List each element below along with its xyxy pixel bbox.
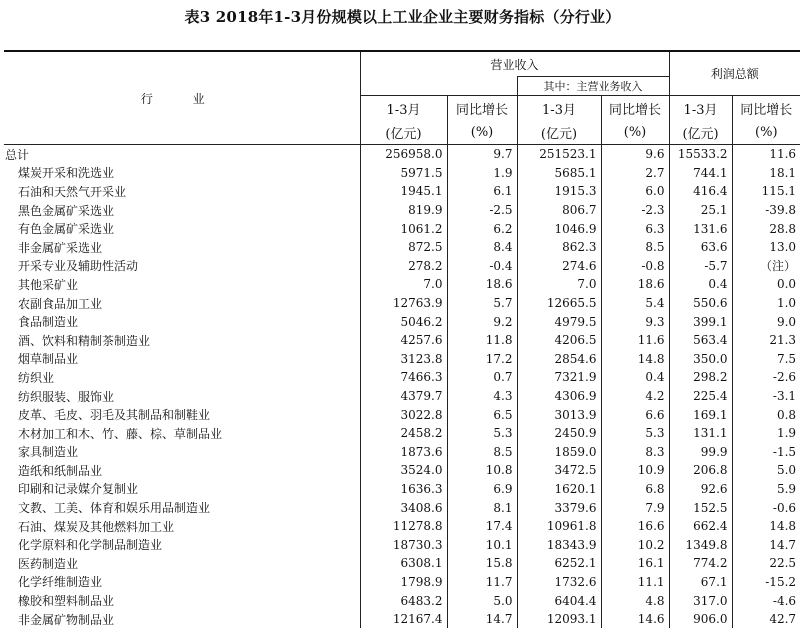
- main-revenue-growth-cell: 6.6: [601, 405, 669, 424]
- table-row: [4, 331, 800, 350]
- revenue-growth-cell: 4.3: [447, 387, 517, 406]
- profit-cell: 63.6: [669, 238, 732, 257]
- industry-name-cell: 非金属矿物制品业: [18, 612, 115, 627]
- revenue-growth-cell: 0.7: [447, 368, 517, 387]
- industry-name-cell: 橡胶和塑料制品业: [18, 594, 115, 609]
- profit-period-header: 1-3月: [669, 96, 732, 121]
- revenue-growth-cell: 9.2: [447, 312, 517, 331]
- profit-growth-cell: 1.9: [732, 424, 800, 443]
- industry-name-cell: 酒、饮料和精制茶制造业: [18, 333, 151, 348]
- main-revenue-growth-cell: 11.6: [601, 331, 669, 350]
- industry-name-cell: 黑色金属矿采选业: [18, 203, 115, 218]
- industry-name-cell: 化学原料和化学制品制造业: [18, 538, 163, 553]
- table-row: [4, 498, 800, 517]
- revenue-cell: 12763.9: [360, 294, 447, 313]
- main-revenue-growth-cell: 5.3: [601, 424, 669, 443]
- industry-name-cell: 印刷和记录媒介复制业: [18, 482, 139, 497]
- revenue-cell: 3408.6: [360, 498, 447, 517]
- industry-name-cell: 家具制造业: [18, 445, 79, 460]
- main-revenue-cell: 1859.0: [517, 443, 601, 462]
- table-row: [4, 405, 800, 424]
- industry-name-cell: 化学纤维制造业: [18, 575, 103, 590]
- industry-name-cell: 石油、煤炭及其他燃料加工业: [18, 519, 175, 534]
- industry-name-cell: 农副食品加工业: [18, 296, 103, 311]
- profit-growth-cell: 7.5: [732, 350, 800, 369]
- revenue-cell: 278.2: [360, 257, 447, 276]
- table-title: 表3 2018年1-3月份规模以上工业企业主要财务指标（分行业）: [184, 8, 621, 26]
- revenue-growth-cell: 8.5: [447, 443, 517, 462]
- table-row: [4, 517, 800, 536]
- table-row: [4, 573, 800, 592]
- industry-name-cell: 有色金属矿采选业: [18, 222, 115, 237]
- profit-cell: 67.1: [669, 573, 732, 592]
- revenue-growth-cell: 11.7: [447, 573, 517, 592]
- profit-growth-cell: 22.5: [732, 554, 800, 573]
- profit-cell: 662.4: [669, 517, 732, 536]
- profit-growth-header: 同比增长: [732, 96, 800, 121]
- profit-cell: 1349.8: [669, 535, 732, 554]
- main-revenue-growth-cell: 8.5: [601, 238, 669, 257]
- profit-growth-cell: 14.8: [732, 517, 800, 536]
- revenue-cell: 1636.3: [360, 480, 447, 499]
- revenue-cell: 1873.6: [360, 443, 447, 462]
- main-revenue-growth-cell: 8.3: [601, 443, 669, 462]
- main-revenue-growth-cell: 5.4: [601, 294, 669, 313]
- revenue-growth-header: 同比增长: [447, 96, 517, 121]
- revenue-period-header: 1-3月: [360, 96, 447, 121]
- profit-growth-cell: 18.1: [732, 164, 800, 183]
- main-revenue-growth-cell: -2.3: [601, 201, 669, 220]
- revenue-header: 营业收入: [360, 51, 669, 77]
- main-revenue-cell: 1046.9: [517, 219, 601, 238]
- main-revenue-cell: 2450.9: [517, 424, 601, 443]
- revenue-cell: 6483.2: [360, 591, 447, 610]
- profit-cell: 206.8: [669, 461, 732, 480]
- revenue-growth-cell: 5.7: [447, 294, 517, 313]
- industry-name-cell: 皮革、毛皮、羽毛及其制品和制鞋业: [18, 408, 211, 423]
- main-revenue-cell: 4206.5: [517, 331, 601, 350]
- main-revenue-cell: 10961.8: [517, 517, 601, 536]
- profit-growth-cell: 21.3: [732, 331, 800, 350]
- industry-name-cell: 造纸和纸制品业: [18, 463, 103, 478]
- profit-growth-cell: -39.8: [732, 201, 800, 220]
- industry-name-cell: 煤炭开采和洗选业: [18, 166, 115, 181]
- table-row: [4, 610, 800, 629]
- profit-cell: 131.1: [669, 424, 732, 443]
- revenue-cell: 3022.8: [360, 405, 447, 424]
- main-revenue-cell: 274.6: [517, 257, 601, 276]
- profit-growth-cell: 9.0: [732, 312, 800, 331]
- profit-cell: -5.7: [669, 257, 732, 276]
- revenue-cell: 872.5: [360, 238, 447, 257]
- main-revenue-period-header: 1-3月: [517, 96, 601, 121]
- main-revenue-cell: 12093.1: [517, 610, 601, 629]
- profit-growth-cell: 13.0: [732, 238, 800, 257]
- main-revenue-cell: 7.0: [517, 275, 601, 294]
- revenue-cell: 819.9: [360, 201, 447, 220]
- main-revenue-growth-cell: -0.8: [601, 257, 669, 276]
- table-row: [4, 424, 800, 443]
- main-revenue-cell: 3472.5: [517, 461, 601, 480]
- revenue-growth-cell: 1.9: [447, 164, 517, 183]
- main-revenue-cell: 1915.3: [517, 182, 601, 201]
- main-revenue-cell: 862.3: [517, 238, 601, 257]
- profit-growth-cell: -2.6: [732, 368, 800, 387]
- revenue-cell: 18730.3: [360, 535, 447, 554]
- revenue-growth-cell: 18.6: [447, 275, 517, 294]
- revenue-cell: 4257.6: [360, 331, 447, 350]
- profit-cell: 744.1: [669, 164, 732, 183]
- profit-cell: 0.4: [669, 275, 732, 294]
- profit-cell: 152.5: [669, 498, 732, 517]
- main-revenue-unit-header: (亿元): [517, 120, 601, 145]
- profit-growth-cell: -0.6: [732, 498, 800, 517]
- profit-cell: 906.0: [669, 610, 732, 629]
- table-row: [4, 368, 800, 387]
- main-revenue-cell: 6404.4: [517, 591, 601, 610]
- main-revenue-cell: 251523.1: [517, 145, 601, 164]
- main-revenue-cell: 6252.1: [517, 554, 601, 573]
- profit-cell: 15533.2: [669, 145, 732, 164]
- industry-name-cell: 石油和天然气开采业: [18, 184, 127, 199]
- main-revenue-header: 其中：主营业务收入: [517, 77, 669, 96]
- table-row: [4, 591, 800, 610]
- revenue-unit-header: (亿元): [360, 120, 447, 145]
- main-revenue-growth-cell: 10.2: [601, 535, 669, 554]
- profit-unit-header: (亿元): [669, 120, 732, 145]
- revenue-cell: 1798.9: [360, 573, 447, 592]
- revenue-growth-cell: 11.8: [447, 331, 517, 350]
- revenue-growth-cell: 6.9: [447, 480, 517, 499]
- table-row: [4, 443, 800, 462]
- revenue-growth-cell: 17.2: [447, 350, 517, 369]
- table-row: [4, 164, 800, 183]
- main-revenue-growth-cell: 14.8: [601, 350, 669, 369]
- profit-growth-cell: 28.8: [732, 219, 800, 238]
- main-revenue-cell: 2854.6: [517, 350, 601, 369]
- revenue-cell: 3123.8: [360, 350, 447, 369]
- industry-name-cell: 烟草制品业: [18, 352, 79, 367]
- revenue-growth-unit-header: (%): [447, 120, 517, 145]
- industry-name-cell: 文教、工美、体育和娱乐用品制造业: [18, 501, 211, 516]
- profit-cell: 774.2: [669, 554, 732, 573]
- main-revenue-cell: 806.7: [517, 201, 601, 220]
- revenue-cell: 4379.7: [360, 387, 447, 406]
- profit-cell: 25.1: [669, 201, 732, 220]
- revenue-cell: 256958.0: [360, 145, 447, 164]
- main-revenue-cell: 5685.1: [517, 164, 601, 183]
- profit-cell: 99.9: [669, 443, 732, 462]
- revenue-growth-cell: 8.1: [447, 498, 517, 517]
- profit-cell: 225.4: [669, 387, 732, 406]
- profit-cell: 550.6: [669, 294, 732, 313]
- table-row: [4, 201, 800, 220]
- revenue-growth-cell: 6.2: [447, 219, 517, 238]
- revenue-growth-cell: 15.8: [447, 554, 517, 573]
- revenue-cell: 5046.2: [360, 312, 447, 331]
- main-revenue-growth-header: 同比增长: [601, 96, 669, 121]
- main-revenue-cell: 18343.9: [517, 535, 601, 554]
- revenue-growth-cell: 10.1: [447, 535, 517, 554]
- revenue-growth-cell: 5.3: [447, 424, 517, 443]
- industry-name-cell: 食品制造业: [18, 315, 79, 330]
- profit-cell: 399.1: [669, 312, 732, 331]
- revenue-cell: 1061.2: [360, 219, 447, 238]
- profit-growth-cell: -4.6: [732, 591, 800, 610]
- revenue-growth-cell: -0.4: [447, 257, 517, 276]
- financial-indicators-table: [4, 50, 800, 628]
- table-row: [4, 535, 800, 554]
- industry-header: 行 业: [4, 51, 360, 145]
- revenue-spacer: [360, 77, 517, 96]
- revenue-cell: 11278.8: [360, 517, 447, 536]
- main-revenue-growth-cell: 9.3: [601, 312, 669, 331]
- main-revenue-cell: 1732.6: [517, 573, 601, 592]
- main-revenue-cell: 3379.6: [517, 498, 601, 517]
- profit-cell: 563.4: [669, 331, 732, 350]
- profit-cell: 416.4: [669, 182, 732, 201]
- table-row: [4, 554, 800, 573]
- profit-cell: 131.6: [669, 219, 732, 238]
- main-revenue-growth-cell: 14.6: [601, 610, 669, 629]
- main-revenue-growth-cell: 4.2: [601, 387, 669, 406]
- profit-cell: 350.0: [669, 350, 732, 369]
- table-row: [4, 312, 800, 331]
- industry-name-cell: 总计: [5, 147, 30, 162]
- profit-growth-cell: -15.2: [732, 573, 800, 592]
- profit-header: 利润总额: [669, 51, 800, 96]
- industry-name-cell: 医药制造业: [18, 556, 79, 571]
- main-revenue-cell: 12665.5: [517, 294, 601, 313]
- main-revenue-cell: 3013.9: [517, 405, 601, 424]
- revenue-cell: 3524.0: [360, 461, 447, 480]
- profit-growth-cell: -1.5: [732, 443, 800, 462]
- revenue-growth-cell: 14.7: [447, 610, 517, 629]
- table-row: [4, 238, 800, 257]
- profit-growth-cell: 42.7: [732, 610, 800, 629]
- industry-name-cell: 纺织服装、服饰业: [18, 389, 115, 404]
- main-revenue-growth-cell: 2.7: [601, 164, 669, 183]
- main-revenue-growth-unit-header: (%): [601, 120, 669, 145]
- table-row-total: [4, 145, 800, 164]
- revenue-cell: 7.0: [360, 275, 447, 294]
- revenue-cell: 2458.2: [360, 424, 447, 443]
- revenue-cell: 5971.5: [360, 164, 447, 183]
- table-row: [4, 294, 800, 313]
- profit-cell: 298.2: [669, 368, 732, 387]
- table-row: [4, 480, 800, 499]
- industry-name-cell: 其他采矿业: [18, 277, 79, 292]
- profit-growth-cell: 1.0: [732, 294, 800, 313]
- main-revenue-cell: 1620.1: [517, 480, 601, 499]
- main-revenue-growth-cell: 10.9: [601, 461, 669, 480]
- main-revenue-growth-cell: 16.6: [601, 517, 669, 536]
- table-row: [4, 219, 800, 238]
- main-revenue-growth-cell: 11.1: [601, 573, 669, 592]
- table-row: [4, 461, 800, 480]
- main-revenue-growth-cell: 6.0: [601, 182, 669, 201]
- profit-growth-cell: 5.9: [732, 480, 800, 499]
- table-row: [4, 257, 800, 276]
- revenue-cell: 12167.4: [360, 610, 447, 629]
- main-revenue-growth-cell: 16.1: [601, 554, 669, 573]
- main-revenue-growth-cell: 9.6: [601, 145, 669, 164]
- industry-name-cell: 纺织业: [18, 370, 55, 385]
- main-revenue-cell: 4306.9: [517, 387, 601, 406]
- main-revenue-cell: 7321.9: [517, 368, 601, 387]
- main-revenue-growth-cell: 7.9: [601, 498, 669, 517]
- profit-growth-cell: 11.6: [732, 145, 800, 164]
- main-revenue-growth-cell: 6.3: [601, 219, 669, 238]
- profit-growth-cell: 0.0: [732, 275, 800, 294]
- profit-growth-cell: （注）: [732, 257, 800, 276]
- main-revenue-cell: 4979.5: [517, 312, 601, 331]
- profit-cell: 92.6: [669, 480, 732, 499]
- main-revenue-growth-cell: 6.8: [601, 480, 669, 499]
- revenue-cell: 1945.1: [360, 182, 447, 201]
- revenue-growth-cell: 9.7: [447, 145, 517, 164]
- profit-growth-unit-header: (%): [732, 120, 800, 145]
- main-revenue-growth-cell: 4.8: [601, 591, 669, 610]
- revenue-growth-cell: 17.4: [447, 517, 517, 536]
- industry-name-cell: 开采专业及辅助性活动: [18, 259, 139, 274]
- revenue-growth-cell: 5.0: [447, 591, 517, 610]
- table-row: [4, 350, 800, 369]
- profit-cell: 169.1: [669, 405, 732, 424]
- main-revenue-growth-cell: 0.4: [601, 368, 669, 387]
- profit-growth-cell: 5.0: [732, 461, 800, 480]
- table-body: [4, 145, 800, 629]
- industry-name-cell: 非金属矿采选业: [18, 240, 103, 255]
- profit-growth-cell: -3.1: [732, 387, 800, 406]
- industry-name-cell: 木材加工和木、竹、藤、棕、草制品业: [18, 426, 223, 441]
- revenue-growth-cell: -2.5: [447, 201, 517, 220]
- table-row: [4, 182, 800, 201]
- profit-growth-cell: 115.1: [732, 182, 800, 201]
- table-row: [4, 275, 800, 294]
- profit-growth-cell: 0.8: [732, 405, 800, 424]
- table-row: [4, 387, 800, 406]
- revenue-growth-cell: 8.4: [447, 238, 517, 257]
- revenue-growth-cell: 6.1: [447, 182, 517, 201]
- main-revenue-growth-cell: 18.6: [601, 275, 669, 294]
- revenue-growth-cell: 6.5: [447, 405, 517, 424]
- revenue-growth-cell: 10.8: [447, 461, 517, 480]
- profit-growth-cell: 14.7: [732, 535, 800, 554]
- profit-cell: 317.0: [669, 591, 732, 610]
- revenue-cell: 7466.3: [360, 368, 447, 387]
- revenue-cell: 6308.1: [360, 554, 447, 573]
